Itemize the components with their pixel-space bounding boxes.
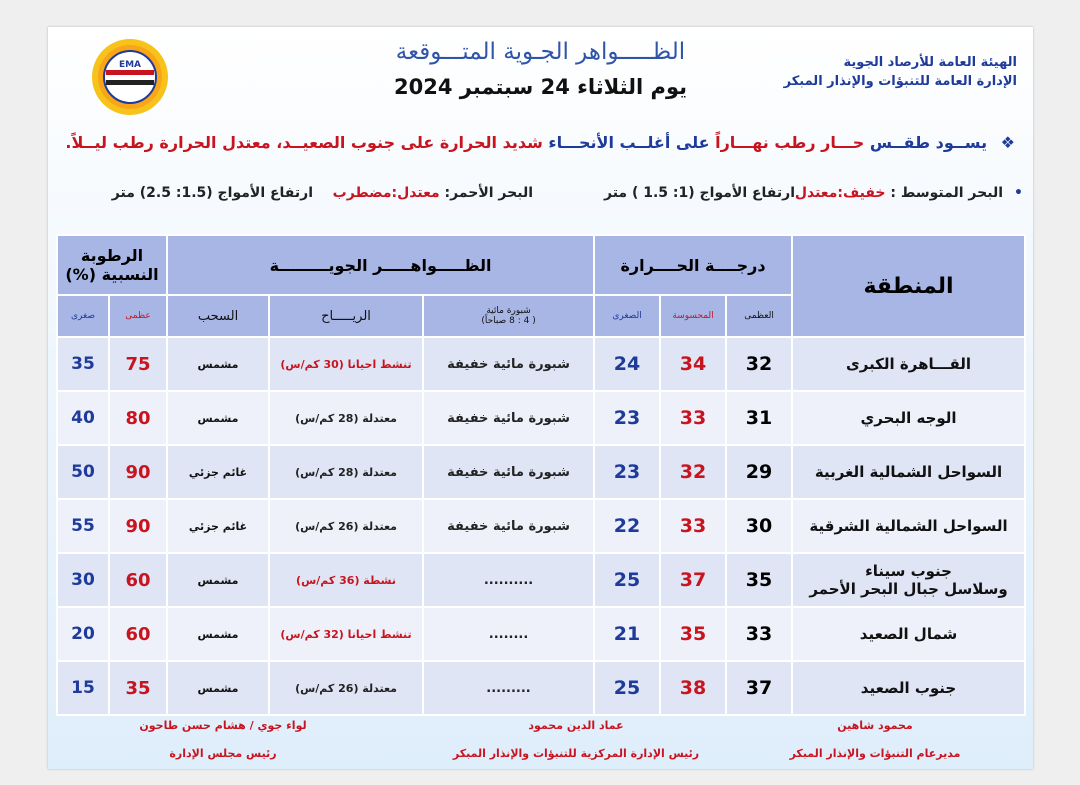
temp-max-cell: 37 xyxy=(726,661,792,715)
humidity-min-cell: 55 xyxy=(57,499,109,553)
signature-1 xyxy=(765,712,985,768)
fog-cell: شبورة مائية خفيفة xyxy=(423,445,594,499)
med-sea-waves: ارتفاع الأمواج (1: 1.5 ) متر xyxy=(603,185,795,201)
org-name: الهيئة العامة للأرصاد الجوية xyxy=(843,55,1017,70)
region-name: الوجه البحري xyxy=(860,409,957,427)
wind-cell: معتدلة (28 كم/س) xyxy=(269,391,423,445)
temp-max-cell: 30 xyxy=(726,499,792,553)
temp-feel-cell: 38 xyxy=(660,661,726,715)
signature-name: عماد الدين محمود xyxy=(528,719,624,732)
table-row xyxy=(57,391,1025,445)
table-row xyxy=(57,337,1025,391)
humidity-max-cell: 60 xyxy=(109,553,167,607)
temp-feel-cell: 32 xyxy=(660,445,726,499)
temp-feel-cell: 35 xyxy=(660,607,726,661)
header-fog xyxy=(423,295,594,337)
weather-summary xyxy=(65,133,1015,152)
temp-feel-cell: 34 xyxy=(660,337,726,391)
clouds-cell: غائم جزئي xyxy=(167,445,269,499)
temp-max-cell: 32 xyxy=(726,337,792,391)
region-name: شمال الصعيد xyxy=(859,625,958,643)
region-name-line2: وسلاسل جبال البحر الأحمر xyxy=(809,580,1008,598)
signature-position: مديرعام التنبؤات والإنذار المبكر xyxy=(789,747,961,760)
wind-cell: معتدلة (26 كم/س) xyxy=(269,499,423,553)
wind-cell: تنشط احيانا (32 كم/س) xyxy=(269,607,423,661)
temp-max-cell: 29 xyxy=(726,445,792,499)
forecast-table xyxy=(56,234,1026,716)
red-sea-waves: ارتفاع الأمواج (1.5: 2.5) متر xyxy=(111,185,313,201)
humidity-min-cell: 15 xyxy=(57,661,109,715)
region-name: جنوب سيناء xyxy=(865,562,952,580)
temp-feel-cell: 33 xyxy=(660,391,726,445)
temp-max-cell: 35 xyxy=(726,553,792,607)
summary-part: حـــار رطب نهـــاراً xyxy=(715,133,865,152)
header-wind: الريـــــاح xyxy=(269,295,423,337)
wind-cell: معتدلة (28 كم/س) xyxy=(269,445,423,499)
summary-part: معتدل الحرارة رطب ليــلاً. xyxy=(65,133,271,152)
region-cell xyxy=(792,661,1025,715)
page-title: الظـــــواهر الجـوية المتـــوقعة xyxy=(395,39,686,65)
region-cell xyxy=(792,499,1025,553)
table-row xyxy=(57,445,1025,499)
humidity-min-cell: 35 xyxy=(57,337,109,391)
summary-bullet-icon: ❖ xyxy=(1000,133,1015,152)
header-fog-line: شبورة مائية xyxy=(486,306,531,316)
sea-bullet-icon: • xyxy=(1014,185,1023,201)
forecast-date: يوم الثلاثاء 24 سبتمبر 2024 xyxy=(394,75,687,99)
region-cell xyxy=(792,445,1025,499)
humidity-max-cell: 75 xyxy=(109,337,167,391)
temp-min-cell: 23 xyxy=(594,391,660,445)
forecast-sheet xyxy=(48,27,1033,769)
humidity-min-cell: 50 xyxy=(57,445,109,499)
header-fog-line: ( 4 : 8 صباحاً) xyxy=(481,316,536,326)
header-humidity-line: الرطوبة xyxy=(80,246,144,265)
organization xyxy=(784,53,1017,91)
fog-cell: شبورة مائية خفيفة xyxy=(423,337,594,391)
temp-max-cell: 31 xyxy=(726,391,792,445)
wind-cell: نشطة (36 كم/س) xyxy=(269,553,423,607)
org-department: الإدارة العامة للتنبؤات والإنذار المبكر xyxy=(783,74,1017,89)
header-humidity-max: عظمى xyxy=(109,295,167,337)
header-humidity-line: النسبية (%) xyxy=(65,265,159,284)
fog-cell: .......... xyxy=(423,553,594,607)
temp-feel-cell: 37 xyxy=(660,553,726,607)
wind-cell: معتدلة (26 كم/س) xyxy=(269,661,423,715)
header-phenomena: الظـــــواهـــــر الجويـــــــــة xyxy=(167,235,594,295)
clouds-cell: مشمس xyxy=(167,661,269,715)
fog-cell: شبورة مائية خفيفة xyxy=(423,391,594,445)
med-sea-name: البحر المتوسط : xyxy=(890,185,1003,201)
temp-max-cell: 33 xyxy=(726,607,792,661)
temp-feel-cell: 33 xyxy=(660,499,726,553)
region-cell xyxy=(792,553,1025,607)
summary-part: شديد الحرارة على جنوب الصعيــد، xyxy=(276,133,543,152)
header-humidity-min: صغرى xyxy=(57,295,109,337)
fog-cell: ........ xyxy=(423,607,594,661)
temp-min-cell: 21 xyxy=(594,607,660,661)
signature-position: رئيس الإدارة المركزية للتنبؤات والإنذار المبكر xyxy=(452,747,700,760)
fog-cell: ......... xyxy=(423,661,594,715)
med-sea-label xyxy=(795,185,1003,201)
region-name: جنوب الصعيد xyxy=(860,679,957,697)
red-sea-name: البحر الأحمر: xyxy=(444,185,533,201)
temp-min-cell: 22 xyxy=(594,499,660,553)
region-cell xyxy=(792,391,1025,445)
region-cell xyxy=(792,337,1025,391)
clouds-cell: مشمس xyxy=(167,607,269,661)
temp-min-cell: 23 xyxy=(594,445,660,499)
signature-position: رئيس مجلس الإدارة xyxy=(169,747,277,760)
red-sea-state: معتدل:مضطرب xyxy=(332,185,440,201)
header-humidity xyxy=(57,235,167,295)
clouds-cell: مشمس xyxy=(167,553,269,607)
summary-part: على أغلــب الأنحـــاء xyxy=(548,133,710,152)
signature-name: لواء جوي / هشام حسن طاحون xyxy=(139,719,307,732)
header-temp-feel: المحسوسة xyxy=(660,295,726,337)
humidity-min-cell: 40 xyxy=(57,391,109,445)
region-name: القـــاهرة الكبرى xyxy=(845,355,972,373)
humidity-max-cell: 35 xyxy=(109,661,167,715)
wind-cell: تنشط احيانا (30 كم/س) xyxy=(269,337,423,391)
header-temp-max: العظمى xyxy=(726,295,792,337)
temp-min-cell: 25 xyxy=(594,661,660,715)
humidity-max-cell: 60 xyxy=(109,607,167,661)
header-clouds: السحب xyxy=(167,295,269,337)
signature-name: محمود شاهين xyxy=(837,719,913,732)
humidity-max-cell: 90 xyxy=(109,445,167,499)
clouds-cell: مشمس xyxy=(167,337,269,391)
humidity-max-cell: 90 xyxy=(109,499,167,553)
header-temperature: درجــــة الحــــرارة xyxy=(594,235,792,295)
table-row xyxy=(57,661,1025,715)
header-region: المنطقة xyxy=(792,235,1025,337)
region-name: السواحل الشمالية الشرقية xyxy=(809,517,1008,535)
header-temp-min: الصغرى xyxy=(594,295,660,337)
clouds-cell: مشمس xyxy=(167,391,269,445)
med-sea-state: خفيف:معتدل xyxy=(794,185,886,201)
fog-cell: شبورة مائية خفيفة xyxy=(423,499,594,553)
temp-min-cell: 25 xyxy=(594,553,660,607)
logo-text: EMA xyxy=(118,60,142,70)
signature-3 xyxy=(103,712,343,768)
table-row xyxy=(57,607,1025,661)
humidity-min-cell: 20 xyxy=(57,607,109,661)
summary-part: يســود طقــس xyxy=(869,133,988,152)
region-cell xyxy=(792,607,1025,661)
region-name: السواحل الشمالية الغربية xyxy=(814,463,1003,481)
humidity-min-cell: 30 xyxy=(57,553,109,607)
table-row xyxy=(57,499,1025,553)
temp-min-cell: 24 xyxy=(594,337,660,391)
humidity-max-cell: 80 xyxy=(109,391,167,445)
table-row xyxy=(57,553,1025,607)
red-sea-label xyxy=(333,185,533,201)
signature-2 xyxy=(426,712,726,768)
clouds-cell: غائم جزئي xyxy=(167,499,269,553)
